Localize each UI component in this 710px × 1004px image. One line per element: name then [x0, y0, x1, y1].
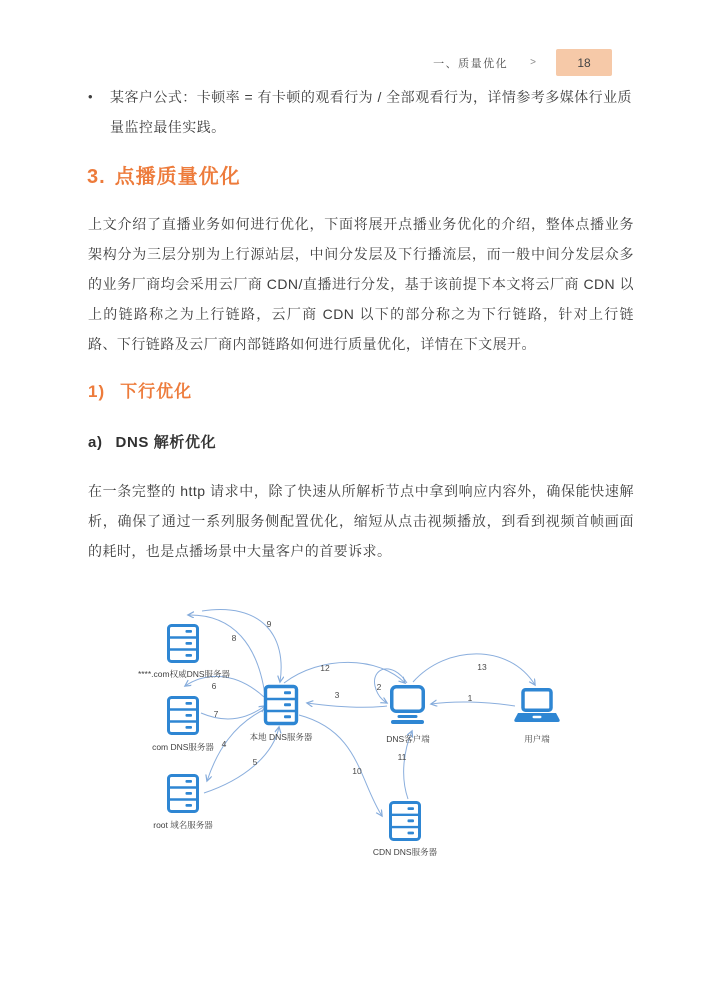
bullet-text: 某客户公式：卡顿率 = 有卡顿的观看行为 / 全部观看行为，详情参考多媒体行业质量监控最佳实践。	[110, 89, 632, 135]
node-label-user: 用户端	[524, 734, 550, 744]
arrow-label: 8	[231, 633, 237, 643]
section-number: 3.	[87, 166, 106, 188]
arrow-10	[299, 715, 382, 816]
page-number-badge: 18	[556, 49, 612, 76]
subsubsection-heading	[88, 431, 216, 452]
arrow-label: 9	[266, 619, 272, 629]
arrow-6	[185, 676, 264, 697]
arrow-3	[307, 703, 387, 707]
subsubsection-number: a)	[88, 434, 103, 451]
subsection-paragraph: 在一条完整的 http 请求中，除了快速从所解析节点中拿到响应内容外，确保能快速解析，确保了通过一系列服务侧配置优化，缩短从点击视频播放，到看到视频首帧画面的耗时，也是点播场景中大量客户的首要诉求。	[88, 483, 634, 559]
server-icon	[266, 687, 297, 724]
arrow-7	[201, 706, 265, 719]
subsection-title: 下行优化	[120, 382, 193, 401]
node-label-root: root 域名服务器	[153, 820, 213, 830]
laptop-icon	[514, 690, 560, 722]
diagram-arrows	[185, 610, 535, 816]
subsubsection-title: DNS 解析优化	[115, 434, 217, 451]
arrow-label: 7	[213, 709, 219, 719]
breadcrumb: 一、质量优化	[433, 57, 509, 70]
arrow-label: 5	[252, 757, 258, 767]
arrow-label: 13	[477, 662, 487, 672]
arrow-4	[207, 709, 265, 781]
node-label-cdn: CDN DNS服务器	[372, 847, 438, 857]
server-icon	[391, 803, 420, 840]
monitor-icon	[391, 687, 424, 724]
chevron-right-icon: >	[530, 57, 536, 68]
node-label-local: 本地 DNS服务器	[249, 732, 313, 742]
bullet-icon: •	[88, 89, 93, 104]
arrow-number-labels	[212, 619, 487, 776]
arrow-13	[413, 654, 535, 685]
node-label-auth: ****.com权威DNS服务器	[137, 669, 231, 679]
arrow-12	[284, 662, 405, 683]
page-header	[0, 49, 612, 76]
arrow-8	[188, 615, 265, 695]
arrow-label: 10	[352, 766, 362, 776]
arrow-label: 2	[376, 682, 382, 692]
node-label-client: DNS客户端	[386, 734, 430, 744]
node-label-com: com DNS服务器	[152, 742, 214, 752]
subsection-heading	[88, 377, 192, 402]
arrow-label: 1	[467, 693, 473, 703]
arrow-label: 11	[397, 752, 407, 762]
arrow-label: 12	[320, 663, 330, 673]
arrow-label: 3	[334, 690, 340, 700]
arrow-label: 6	[211, 681, 217, 691]
server-icon	[169, 698, 198, 734]
section-title: 点播质量优化	[114, 166, 241, 188]
dns-resolution-diagram	[121, 584, 593, 882]
section-heading	[87, 160, 241, 189]
arrow-label: 4	[221, 739, 227, 749]
subsection-number: 1)	[88, 382, 106, 401]
server-icon	[169, 776, 198, 812]
bullet-item	[88, 82, 632, 142]
section-paragraph: 上文介绍了直播业务如何进行优化，下面将展开点播业务优化的介绍，整体点播业务架构分为三层分别为上行源站层，中间分发层及下行播流层，而一般中间分发层众多的业务厂商均会采用云厂商 CDN/直播进行分发，基于该前提下本文将云厂商 CDN 以上的链路称之为上行链路，云厂商 CDN 以下的部分称之为下行链路，针对上行链路、下行链路及云厂商内部链路如何进行质量优化，详情在下文展开。	[88, 216, 634, 352]
server-icon	[169, 626, 198, 662]
arrow-1	[431, 702, 515, 706]
